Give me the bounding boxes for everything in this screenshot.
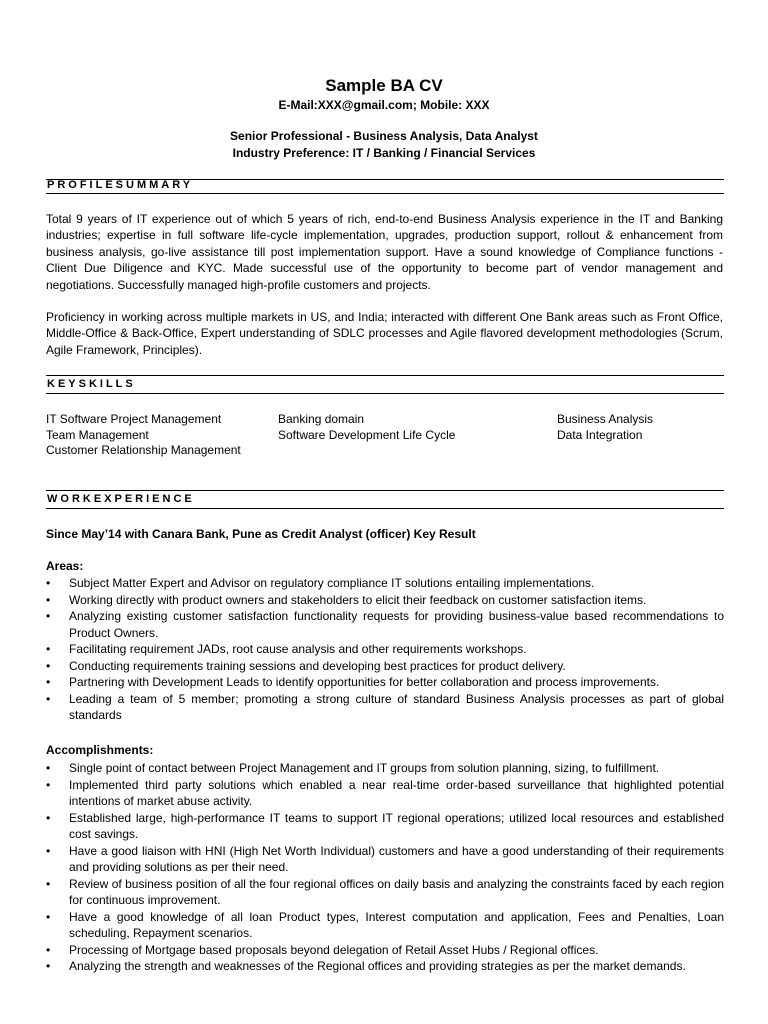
bullet-icon: • bbox=[46, 642, 51, 656]
skill-item: Customer Relationship Management bbox=[46, 443, 241, 457]
bullet-icon: • bbox=[46, 609, 51, 623]
bullet-icon: • bbox=[46, 576, 51, 590]
list-item: • Single point of contact between Project Management and IT groups from solution planning, sizing, to fulfillment. bbox=[46, 761, 660, 775]
skill-item: Banking domain bbox=[278, 412, 365, 426]
list-item: • Conducting requirements training sessions and developing best practices for product delivery. bbox=[46, 658, 566, 673]
accomplishments-list bbox=[46, 760, 724, 975]
list-item: • Facilitating requirement JADs, root cause analysis and other requirements workshops. bbox=[46, 642, 527, 656]
profile-paragraph-2: Proficiency in working across multiple markets in US, and India; interacted with different One Bank areas such as Front Office, Middle-Office & Back-Office, Expert understanding of SDLC processes and Agile flavored development methodologies (Scrum, Agile Framework, Principles). bbox=[46, 310, 723, 357]
section-work-experience bbox=[46, 492, 724, 506]
cv-title: Sample BA CV bbox=[325, 76, 443, 95]
bullet-icon: • bbox=[46, 810, 51, 825]
accomplishments-label: Accomplishments: bbox=[46, 743, 154, 757]
bullet-icon: • bbox=[46, 761, 51, 775]
bullet-icon: • bbox=[46, 691, 51, 706]
list-item: • Have a good liaison with HNI (High Net Worth Individual) customers and have a good understanding of their requirements and providing solutions as per their need. bbox=[46, 843, 724, 874]
list-item: • Analyzing the strength and weaknesses of the Regional offices and providing strategies as per the market demands. bbox=[46, 959, 686, 973]
bullet-icon: • bbox=[46, 675, 51, 689]
section-rule bbox=[46, 393, 724, 394]
skill-item: Software Development Life Cycle bbox=[278, 428, 456, 442]
section-profile-summary bbox=[46, 178, 724, 192]
list-item: • Leading a team of 5 member; promoting a strong culture of standard Business Analysis processes as part of global standards bbox=[46, 691, 724, 722]
bullet-icon: • bbox=[46, 777, 51, 792]
list-item: • Implemented third party solutions which enabled a near real-time order-based surveillance that highlighted potential intentions of market abuse activity. bbox=[46, 777, 724, 808]
list-item: • Have a good knowledge of all loan Product types, Interest computation and application, Fees and Penalties, Loan scheduling, Repayment scenarios. bbox=[46, 909, 724, 940]
section-rule bbox=[46, 375, 724, 376]
industry-preference: Industry Preference: IT / Banking / Financial Services bbox=[232, 146, 536, 160]
skill-item: IT Software Project Management bbox=[46, 412, 222, 426]
section-title: WORKEXPERIENCE bbox=[47, 493, 195, 505]
bullet-icon: • bbox=[46, 959, 51, 973]
bullet-icon: • bbox=[46, 909, 51, 924]
list-item: • Subject Matter Expert and Advisor on regulatory compliance IT solutions entailing implementations. bbox=[46, 576, 595, 590]
bullet-icon: • bbox=[46, 876, 51, 891]
position-line: Since May’14 with Canara Bank, Pune as Credit Analyst (officer) Key Result bbox=[46, 527, 476, 541]
list-item: • Partnering with Development Leads to identify opportunities for better collaboration and process improvements. bbox=[46, 675, 660, 689]
areas-label: Areas: bbox=[46, 559, 84, 573]
contact-line: E-Mail:XXX@gmail.com; Mobile: XXX bbox=[278, 98, 490, 112]
list-item: • Analyzing existing customer satisfaction functionality requests for providing business-value based recommendations to Product Owners. bbox=[46, 609, 724, 640]
bullet-icon: • bbox=[46, 658, 51, 673]
list-item: • Processing of Mortgage based proposals beyond delegation of Retail Asset Hubs / Regional offices. bbox=[46, 942, 599, 957]
list-item: • Established large, high-performance IT teams to support IT regional operations; utilized local resources and established cost savings. bbox=[46, 810, 724, 841]
skill-item: Team Management bbox=[46, 428, 149, 442]
section-rule bbox=[46, 490, 724, 491]
profile-paragraph-1: Total 9 years of IT experience out of which 5 years of rich, end-to-end Business Analysis experience in the IT and Banking industries; expertise in full software life-cycle implementation, upgrades, production support, rollout & enhancement from business analysis, go-live assistance till post implementation support. Have a sound knowledge of Compliance functions - Client Due Diligence and KYC. Made successful use of the opportunity to become part of vendor management and negotiations. Successfully managed high-profile customers and projects. bbox=[46, 212, 723, 292]
bullet-icon: • bbox=[46, 843, 51, 858]
section-title: KEYSKILLS bbox=[47, 378, 136, 390]
section-rule bbox=[46, 508, 724, 509]
skill-item: Data Integration bbox=[557, 428, 643, 442]
skill-item: Business Analysis bbox=[557, 412, 654, 426]
areas-list bbox=[46, 575, 724, 724]
list-item: • Working directly with product owners and stakeholders to elicit their feedback on customer satisfaction items. bbox=[46, 592, 647, 607]
section-key-skills bbox=[46, 377, 724, 391]
bullet-icon: • bbox=[46, 592, 51, 607]
role-line: Senior Professional - Business Analysis, Data Analyst bbox=[230, 129, 538, 143]
bullet-icon: • bbox=[46, 942, 51, 957]
list-item: • Review of business position of all the four regional offices on daily basis and analyzing the constraints faced by each region for continuous improvement. bbox=[46, 876, 724, 907]
section-rule bbox=[46, 193, 724, 194]
section-title: PROFILESUMMARY bbox=[47, 179, 194, 191]
